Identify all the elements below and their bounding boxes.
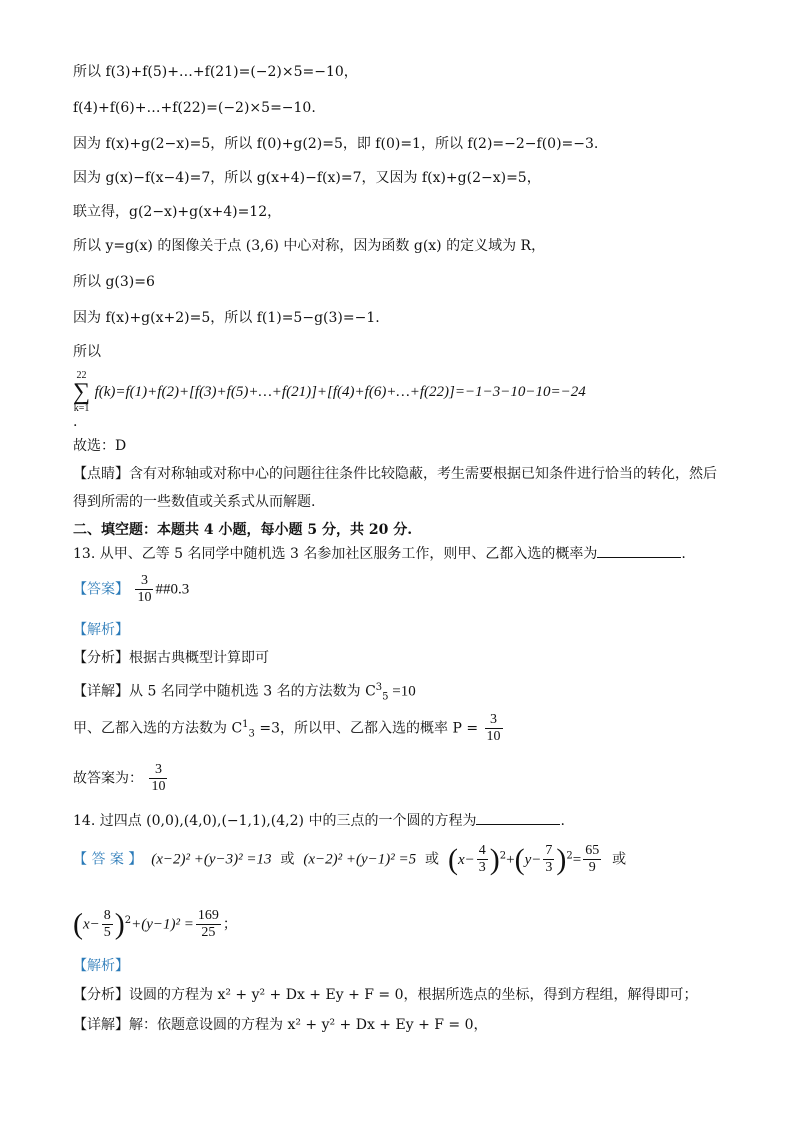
circle-eq-1: (x−2)² +(y−3)² =13: [151, 851, 272, 868]
text-line-2: f(4)+f(6)+…+f(22)=(−2)×5=−10.: [73, 100, 316, 116]
frac-num: 8: [103, 908, 111, 923]
xiangjie-text-2: 甲、乙都入选的方法数为 C: [73, 720, 243, 737]
frac-num: 65: [585, 843, 600, 858]
comb-result: =10: [388, 683, 416, 700]
eq4-end: ；: [222, 916, 237, 933]
fraction-denominator: 10: [486, 729, 501, 744]
eq4-frac: [102, 908, 113, 941]
answer-tag-14: 【 答 案 】: [73, 851, 143, 868]
final-fraction: [149, 762, 167, 795]
comb-sup: 3: [375, 682, 383, 693]
eq4-mid: +(y−1)² =: [131, 916, 194, 933]
eq3-rhs: [583, 843, 601, 876]
probability-fraction: [485, 712, 503, 745]
sum-symbol: 22 ∑ k=1: [73, 370, 91, 414]
eq4-x: x−: [83, 916, 100, 933]
answer-blank-14: [476, 810, 560, 825]
frac-den: 3: [478, 860, 486, 875]
xiangjie-mid: =3，所以甲、乙都入选的概率 P =: [254, 720, 479, 737]
question-14: [73, 810, 565, 831]
fenxi-tag-14: 【分析】: [73, 987, 129, 1003]
q13-answer: [73, 573, 189, 606]
eq3-y: y−: [524, 851, 542, 868]
eq3-frac-1: [477, 843, 488, 876]
fenxi-text-14: 设圆的方程为 x² + y² + Dx + Ey + F = 0，根据所选点的坐标，得到方程组，解得即可；: [129, 987, 698, 1003]
text-line-9: 所以: [73, 344, 101, 360]
fenxi-text: 根据古典概型计算即可: [129, 650, 269, 666]
or-2: 或: [425, 851, 440, 868]
dianjing-text: 含有对称轴或对称中心的问题往往条件比较隐蔽，考生需要根据已知条件进行恰当的转化，然后: [129, 466, 717, 482]
xiangjie-tag-14: 【详解】: [73, 1017, 129, 1033]
question-13: [73, 543, 686, 564]
or-1: 或: [280, 851, 295, 868]
or-3: 或: [612, 851, 627, 868]
question-14-text: 14. 过四点 (0,0),(4,0),(−1,1),(4,2) 中的三点的一个圆的方程为: [73, 813, 477, 829]
text-line-7: 所以 g(3)=6: [73, 274, 155, 290]
text-line-8: 因为 f(x)+g(x+2)=5，所以 f(1)=5−g(3)=−1.: [73, 310, 380, 326]
xiangjie-text: 从 5 名同学中随机选 3 名的方法数为 C: [129, 683, 376, 700]
q14-xiangjie: [73, 1015, 488, 1035]
fraction-numerator: 3: [485, 712, 503, 729]
sum-lower-limit: k=1: [73, 403, 90, 414]
question-13-text: 13. 从甲、乙等 5 名同学中随机选 3 名参加社区服务工作，则甲、乙都入选的概率为: [73, 546, 598, 562]
fraction-denominator: 10: [151, 779, 166, 794]
fraction-numerator: 3: [149, 762, 167, 779]
q13-final: [73, 762, 169, 795]
comb-sup-2: 1: [242, 718, 249, 730]
jiexi-tag-14: 【解析】: [73, 958, 129, 974]
xiangjie-text-14: 解：依题意设圆的方程为 x² + y² + Dx + Ey + F = 0，: [129, 1017, 488, 1033]
text-line-6: 所以 y=g(x) 的图像关于点 (3,6) 中心对称，因为函数 g(x) 的定义域为 R，: [73, 238, 546, 254]
answer-fraction: [135, 573, 153, 606]
answer-tag: 【答案】: [73, 581, 129, 598]
frac-den: 3: [545, 860, 553, 875]
frac-den: 25: [201, 925, 216, 940]
eq4-rhs: [196, 908, 221, 941]
xiangjie-tag: 【详解】: [73, 683, 129, 700]
fenxi-tag: 【分析】: [73, 650, 129, 666]
text-line-5: 联立得，g(2−x)+g(x+4)=12，: [73, 204, 282, 220]
text-line-11: .: [73, 414, 78, 430]
q13-xiangjie-1: [73, 678, 416, 707]
answer-alt: ##0.3: [155, 581, 190, 598]
question-14-end: .: [560, 813, 565, 829]
q13-xiangjie-2: [73, 712, 505, 745]
frac-num: 4: [478, 843, 486, 858]
choice-answer: 故选：D: [73, 438, 127, 454]
comb-sub-2: 3: [248, 728, 255, 740]
dianjing-tag: 【点睛】: [73, 466, 129, 482]
text-line-4: 因为 g(x)−f(x−4)=7，所以 g(x+4)−f(x)=7，又因为 f(x)+g(2−x)=5，: [73, 170, 541, 186]
circle-eq-3: (x− $\frac{4}{3}$ )$^2$+(y− $\frac{7}{3}$ )$^2$= $\frac{65}{9}$: [447, 842, 600, 876]
answer-blank: [597, 543, 681, 558]
comb-sub: 5: [382, 691, 389, 703]
circle-eq-4: (x− $\frac{8}{5}$ )$^2$+(y−1)² = $\frac{169}{25}$ ；: [73, 907, 237, 941]
final-label: 故答案为：: [73, 770, 143, 787]
q14-answer: [73, 843, 626, 876]
sum-upper-limit: 22: [76, 370, 87, 381]
q14-fenxi: [73, 985, 698, 1005]
circle-eq-2: (x−2)² +(y−1)² =5: [303, 851, 417, 868]
q13-fenxi: [73, 648, 269, 668]
frac-den: 5: [103, 925, 111, 940]
dianjing-line: [73, 464, 717, 484]
frac-num: 169: [197, 908, 219, 923]
jiexi-tag: 【解析】: [73, 622, 129, 638]
question-13-end: .: [681, 546, 686, 562]
eq3-x: x−: [457, 851, 475, 868]
frac-den: 9: [588, 860, 596, 875]
section-heading: 二、填空题：本题共 4 小题，每小题 5 分，共 20 分.: [73, 522, 413, 538]
fraction-denominator: 10: [137, 590, 152, 605]
sum-expression: f(k)=f(1)+f(2)+[f(3)+f(5)+…+f(21)]+[f(4)+f(6)+…+f(22)]=−1−3−10−10=−24: [94, 384, 586, 400]
frac-num: 7: [545, 843, 553, 858]
text-line-1: 所以 f(3)+f(5)+…+f(21)=(−2)×5=−10，: [73, 64, 358, 80]
sum-equation: [73, 370, 586, 414]
fraction-numerator: 3: [135, 573, 153, 590]
eq3-frac-2: [543, 843, 554, 876]
text-line-3: 因为 f(x)+g(2−x)=5，所以 f(0)+g(2)=5，即 f(0)=1，所以 f(2)=−2−f(0)=−3.: [73, 136, 599, 152]
text-line-14: 得到所需的一些数值或关系式从而解题.: [73, 494, 316, 510]
